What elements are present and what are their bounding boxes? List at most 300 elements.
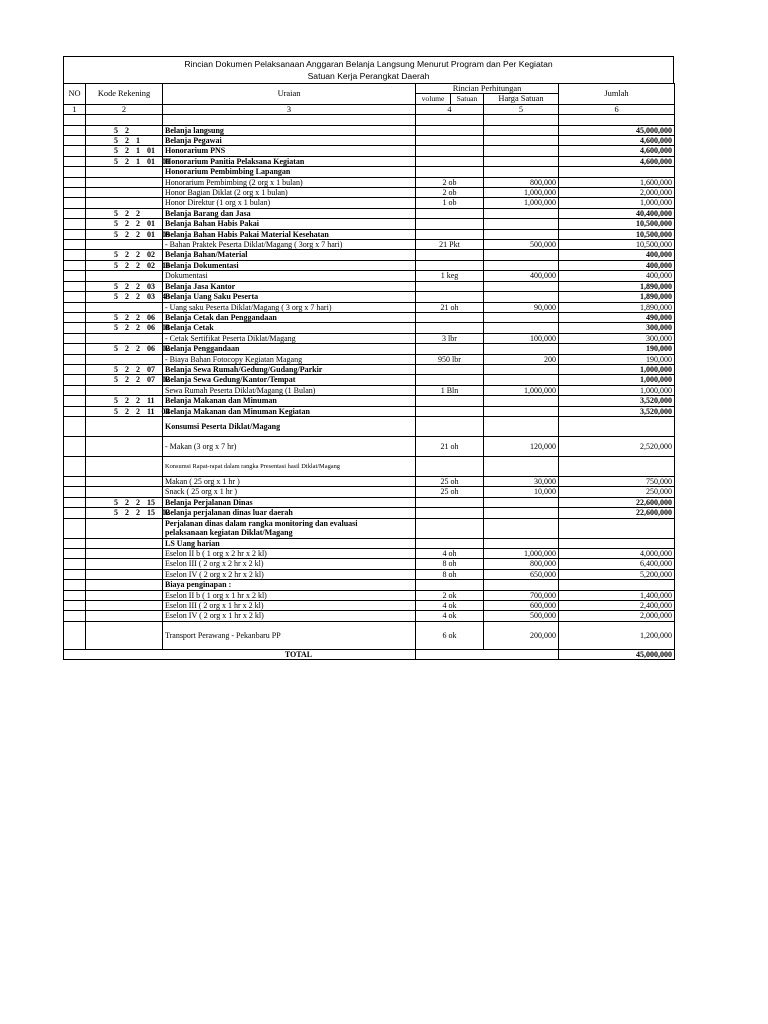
table-row — [64, 538, 675, 548]
row-no — [64, 580, 86, 590]
row-kode: 5 2 — [86, 125, 163, 135]
row-no — [64, 292, 86, 302]
row-harga — [484, 580, 559, 590]
row-volume — [416, 115, 484, 125]
row-uraian: Honorarium Panitia Pelaksana Kegiatan — [163, 156, 416, 166]
row-kode — [86, 271, 163, 281]
row-volume — [416, 416, 484, 436]
row-kode — [86, 354, 163, 364]
row-harga: 600,000 — [484, 601, 559, 611]
row-jumlah: 22,600,000 — [559, 497, 675, 507]
row-uraian: Belanja Bahan Habis Pakai — [163, 219, 416, 229]
row-volume — [416, 580, 484, 590]
row-no — [64, 538, 86, 548]
table-row — [64, 406, 675, 416]
row-no — [64, 136, 86, 146]
col-number-1: 1 — [64, 104, 86, 114]
row-jumlah: 1,600,000 — [559, 177, 675, 187]
row-uraian: Belanja langsung — [163, 125, 416, 135]
row-kode: 5 2 2 02 10 — [86, 260, 163, 270]
row-no — [64, 375, 86, 385]
row-uraian: Konsumsi Rapat-rapat dalam rangka Presentasi hasil Diklat/Magang — [163, 456, 416, 476]
row-no — [64, 167, 86, 177]
row-no — [64, 240, 86, 250]
row-no — [64, 250, 86, 260]
row-volume — [416, 281, 484, 291]
row-kode — [86, 487, 163, 497]
row-no — [64, 354, 86, 364]
row-jumlah: 10,500,000 — [559, 229, 675, 239]
row-harga: 100,000 — [484, 333, 559, 343]
row-uraian — [163, 115, 416, 125]
row-volume — [416, 323, 484, 333]
table-row — [64, 302, 675, 312]
row-harga — [484, 219, 559, 229]
table-row — [64, 177, 675, 187]
row-uraian: Belanja Makanan dan Minuman — [163, 396, 416, 406]
table-row — [64, 271, 675, 281]
col-number-4: 4 — [416, 104, 484, 114]
row-harga — [484, 416, 559, 436]
row-harga: 10,000 — [484, 487, 559, 497]
row-harga — [484, 508, 559, 518]
row-harga: 800,000 — [484, 559, 559, 569]
table-row — [64, 508, 675, 518]
row-no — [64, 333, 86, 343]
table-row — [64, 497, 675, 507]
row-kode: 5 2 2 01 — [86, 219, 163, 229]
table-row — [64, 375, 675, 385]
row-kode — [86, 167, 163, 177]
row-jumlah — [559, 115, 675, 125]
row-no — [64, 549, 86, 559]
row-kode: 5 2 2 15 02 — [86, 508, 163, 518]
row-no — [64, 396, 86, 406]
row-volume: 950 lbr — [416, 354, 484, 364]
row-no — [64, 198, 86, 208]
row-no — [64, 156, 86, 166]
row-harga: 800,000 — [484, 177, 559, 187]
table-row — [64, 569, 675, 579]
row-harga: 500,000 — [484, 240, 559, 250]
row-no — [64, 601, 86, 611]
row-kode: 5 2 2 02 — [86, 250, 163, 260]
row-volume: 25 oh — [416, 476, 484, 486]
row-volume: 8 oh — [416, 559, 484, 569]
header-volume: volume — [416, 94, 451, 104]
row-uraian: Belanja perjalanan dinas luar daerah — [163, 508, 416, 518]
row-harga — [484, 146, 559, 156]
row-volume: 21 oh — [416, 302, 484, 312]
row-no — [64, 436, 86, 456]
row-jumlah — [559, 538, 675, 548]
row-kode: 5 2 2 07 — [86, 364, 163, 374]
row-harga — [484, 312, 559, 322]
row-no — [64, 590, 86, 600]
row-harga — [484, 250, 559, 260]
table-row — [64, 364, 675, 374]
header-no: NO — [64, 84, 86, 105]
row-uraian: - Bahan Praktek Peserta Diklat/Magang ( 3org x 7 hari) — [163, 240, 416, 250]
row-no — [64, 188, 86, 198]
row-no — [64, 312, 86, 322]
header-satuan: Satuan — [451, 94, 484, 104]
row-volume: 1 Bln — [416, 385, 484, 395]
row-jumlah: 3,520,000 — [559, 406, 675, 416]
row-harga: 1,000,000 — [484, 188, 559, 198]
row-harga — [484, 167, 559, 177]
table-row — [64, 156, 675, 166]
row-kode — [86, 198, 163, 208]
row-volume: 1 ob — [416, 198, 484, 208]
header-uraian: Uraian — [163, 84, 416, 105]
row-volume — [416, 312, 484, 322]
row-jumlah: 1,200,000 — [559, 621, 675, 649]
row-no — [64, 115, 86, 125]
row-no — [64, 508, 86, 518]
row-kode: 5 2 2 15 — [86, 497, 163, 507]
row-no — [64, 146, 86, 156]
row-uraian: Eselon II b ( 1 org x 2 hr x 2 kl) — [163, 549, 416, 559]
row-harga — [484, 364, 559, 374]
row-jumlah — [559, 518, 675, 538]
header-harga-satuan: Harga Satuan — [484, 94, 559, 104]
table-row — [64, 312, 675, 322]
row-jumlah: 1,000,000 — [559, 364, 675, 374]
row-jumlah: 1,000,000 — [559, 385, 675, 395]
row-volume — [416, 136, 484, 146]
row-kode: 5 2 2 03 43 — [86, 292, 163, 302]
row-jumlah: 4,600,000 — [559, 136, 675, 146]
row-harga: 1,000,000 — [484, 385, 559, 395]
table-row — [64, 416, 675, 436]
perjalanan-description-line-1: Perjalanan dinas dalam rangka monitoring dan evaluasi — [165, 518, 358, 528]
row-volume: 25 oh — [416, 487, 484, 497]
row-uraian: Dokumentasi — [163, 271, 416, 281]
row-jumlah: 1,890,000 — [559, 302, 675, 312]
table-row — [64, 487, 675, 497]
row-uraian: - Cetak Sertifikat Peserta Diklat/Magang — [163, 333, 416, 343]
row-jumlah: 1,000,000 — [559, 375, 675, 385]
table-row — [64, 354, 675, 364]
row-no — [64, 487, 86, 497]
row-volume — [416, 146, 484, 156]
row-kode — [86, 177, 163, 187]
row-jumlah: 1,400,000 — [559, 590, 675, 600]
table-row — [64, 559, 675, 569]
row-kode: 5 2 2 01 09 — [86, 229, 163, 239]
row-no — [64, 569, 86, 579]
row-uraian: Belanja Makanan dan Minuman Kegiatan — [163, 406, 416, 416]
row-no — [64, 323, 86, 333]
row-volume: 6 ok — [416, 621, 484, 649]
table-row — [64, 167, 675, 177]
col-number-6: 6 — [559, 104, 675, 114]
row-no — [64, 406, 86, 416]
budget-sheet — [63, 56, 674, 660]
row-harga — [484, 229, 559, 239]
row-uraian: Biaya penginapan : — [163, 580, 416, 590]
row-harga: 200 — [484, 354, 559, 364]
table-row — [64, 333, 675, 343]
row-kode — [86, 569, 163, 579]
row-harga: 650,000 — [484, 569, 559, 579]
row-uraian — [163, 518, 416, 538]
row-uraian: Snack ( 25 org x 1 hr ) — [163, 487, 416, 497]
row-volume — [416, 456, 484, 476]
row-uraian: Makan ( 25 org x 1 hr ) — [163, 476, 416, 486]
row-kode: 5 2 2 06 02 — [86, 344, 163, 354]
row-jumlah — [559, 416, 675, 436]
table-row — [64, 323, 675, 333]
row-volume: 1 keg — [416, 271, 484, 281]
row-uraian: Eselon III ( 2 org x 1 hr x 2 kl) — [163, 601, 416, 611]
row-jumlah: 250,000 — [559, 487, 675, 497]
total-spacer — [416, 649, 559, 659]
col-number-2: 2 — [86, 104, 163, 114]
row-uraian: Belanja Bahan Habis Pakai Material Kesehatan — [163, 229, 416, 239]
table-row — [64, 590, 675, 600]
row-no — [64, 385, 86, 395]
row-harga — [484, 115, 559, 125]
table-row — [64, 125, 675, 135]
row-jumlah: 2,400,000 — [559, 601, 675, 611]
row-uraian: - Biaya Bahan Fotocopy Kegiatan Magang — [163, 354, 416, 364]
row-volume — [416, 518, 484, 538]
row-harga — [484, 518, 559, 538]
table-row — [64, 240, 675, 250]
row-uraian: Honorarium Pembimbing (2 org x 1 bulan) — [163, 177, 416, 187]
table-row — [64, 518, 675, 538]
row-harga — [484, 396, 559, 406]
row-harga — [484, 456, 559, 476]
row-no — [64, 518, 86, 538]
row-harga: 500,000 — [484, 611, 559, 621]
table-row — [64, 208, 675, 218]
table-row — [64, 281, 675, 291]
row-jumlah: 490,000 — [559, 312, 675, 322]
row-uraian: Belanja Dokumentasi — [163, 260, 416, 270]
table-row — [64, 436, 675, 456]
row-jumlah: 10,500,000 — [559, 219, 675, 229]
row-uraian: Belanja Pegawai — [163, 136, 416, 146]
row-volume — [416, 364, 484, 374]
row-jumlah: 1,890,000 — [559, 281, 675, 291]
row-volume: 21 oh — [416, 436, 484, 456]
row-no — [64, 302, 86, 312]
row-jumlah: 45,000,000 — [559, 125, 675, 135]
row-kode — [86, 611, 163, 621]
row-kode: 5 2 2 — [86, 208, 163, 218]
row-kode: 5 2 2 06 01 — [86, 323, 163, 333]
row-uraian: Eselon IV ( 2 org x 1 hr x 2 kl) — [163, 611, 416, 621]
row-harga — [484, 260, 559, 270]
row-harga: 30,000 — [484, 476, 559, 486]
table-row — [64, 292, 675, 302]
row-volume — [416, 292, 484, 302]
col-number-5: 5 — [484, 104, 559, 114]
row-uraian: - Makan (3 org x 7 hr) — [163, 436, 416, 456]
row-kode: 5 2 1 — [86, 136, 163, 146]
row-kode — [86, 240, 163, 250]
row-volume — [416, 260, 484, 270]
table-row — [64, 456, 675, 476]
row-volume — [416, 375, 484, 385]
row-volume — [416, 125, 484, 135]
row-uraian: Belanja Perjalanan Dinas — [163, 497, 416, 507]
row-volume: 3 lbr — [416, 333, 484, 343]
table-row — [64, 260, 675, 270]
row-kode — [86, 549, 163, 559]
row-uraian: Belanja Bahan/Material — [163, 250, 416, 260]
row-harga: 200,000 — [484, 621, 559, 649]
row-volume: 2 ob — [416, 177, 484, 187]
row-harga: 1,000,000 — [484, 198, 559, 208]
table-row — [64, 601, 675, 611]
row-kode: 5 2 2 03 — [86, 281, 163, 291]
row-uraian: Belanja Cetak dan Penggandaan — [163, 312, 416, 322]
row-volume — [416, 229, 484, 239]
row-no — [64, 177, 86, 187]
row-harga: 1,000,000 — [484, 549, 559, 559]
row-uraian: LS Uang harian — [163, 538, 416, 548]
table-row — [64, 344, 675, 354]
row-jumlah: 10,500,000 — [559, 240, 675, 250]
row-no — [64, 344, 86, 354]
row-jumlah — [559, 456, 675, 476]
row-kode: 5 2 1 01 — [86, 146, 163, 156]
row-volume — [416, 156, 484, 166]
row-uraian: Transport Perawang - Pekanbaru PP — [163, 621, 416, 649]
row-kode — [86, 559, 163, 569]
row-volume — [416, 396, 484, 406]
row-jumlah: 2,000,000 — [559, 188, 675, 198]
row-no — [64, 219, 86, 229]
row-kode — [86, 518, 163, 538]
row-kode — [86, 621, 163, 649]
table-row — [64, 198, 675, 208]
row-uraian: Eselon IV ( 2 org x 2 hr x 2 kl) — [163, 569, 416, 579]
row-uraian: Honorarium Pembimbing Lapangan — [163, 167, 416, 177]
row-jumlah: 2,000,000 — [559, 611, 675, 621]
table-row — [64, 219, 675, 229]
row-kode: 5 2 2 11 04 — [86, 406, 163, 416]
table-row — [64, 396, 675, 406]
row-volume — [416, 208, 484, 218]
row-jumlah: 400,000 — [559, 250, 675, 260]
row-jumlah: 1,000,000 — [559, 198, 675, 208]
table-row — [64, 250, 675, 260]
row-jumlah: 3,520,000 — [559, 396, 675, 406]
row-kode: 5 2 2 07 02 — [86, 375, 163, 385]
header-jumlah: Jumlah — [559, 84, 675, 105]
row-jumlah: 400,000 — [559, 260, 675, 270]
row-harga — [484, 292, 559, 302]
row-no — [64, 271, 86, 281]
table-row — [64, 611, 675, 621]
row-uraian: Belanja Barang dan Jasa — [163, 208, 416, 218]
header-kode-rekening: Kode Rekening — [86, 84, 163, 105]
row-kode — [86, 302, 163, 312]
row-jumlah: 6,400,000 — [559, 559, 675, 569]
row-harga — [484, 281, 559, 291]
row-jumlah: 1,890,000 — [559, 292, 675, 302]
row-jumlah: 5,200,000 — [559, 569, 675, 579]
row-volume: 4 oh — [416, 549, 484, 559]
row-uraian: Honor Direktur (1 org x 1 bulan) — [163, 198, 416, 208]
row-jumlah: 4,000,000 — [559, 549, 675, 559]
row-jumlah: 40,400,000 — [559, 208, 675, 218]
row-kode: 5 2 2 06 — [86, 312, 163, 322]
row-kode — [86, 436, 163, 456]
row-volume: 21 Pkt — [416, 240, 484, 250]
row-harga — [484, 136, 559, 146]
row-no — [64, 260, 86, 270]
budget-table — [63, 83, 675, 660]
row-volume — [416, 406, 484, 416]
row-jumlah: 22,600,000 — [559, 508, 675, 518]
row-jumlah: 190,000 — [559, 344, 675, 354]
row-kode — [86, 115, 163, 125]
row-no — [64, 416, 86, 436]
row-uraian: Honor Bagian Diklat (2 org x 1 bulan) — [163, 188, 416, 198]
header-rincian: Rincian Perhitungan — [416, 84, 559, 94]
row-harga — [484, 497, 559, 507]
row-uraian: Belanja Penggandaan — [163, 344, 416, 354]
row-jumlah: 300,000 — [559, 333, 675, 343]
row-jumlah: 400,000 — [559, 271, 675, 281]
row-uraian: Belanja Uang Saku Peserta — [163, 292, 416, 302]
row-kode — [86, 188, 163, 198]
row-no — [64, 497, 86, 507]
table-row — [64, 385, 675, 395]
row-harga — [484, 323, 559, 333]
row-kode — [86, 456, 163, 476]
row-jumlah: 300,000 — [559, 323, 675, 333]
row-no — [64, 621, 86, 649]
row-kode — [86, 476, 163, 486]
row-harga — [484, 156, 559, 166]
row-uraian: Eselon III ( 2 org x 2 hr x 2 kl) — [163, 559, 416, 569]
row-jumlah: 750,000 — [559, 476, 675, 486]
row-volume: 2 ok — [416, 590, 484, 600]
table-row — [64, 146, 675, 156]
table-row — [64, 580, 675, 590]
row-volume — [416, 344, 484, 354]
row-kode — [86, 601, 163, 611]
row-no — [64, 125, 86, 135]
row-harga: 400,000 — [484, 271, 559, 281]
title-line-2: Satuan Kerja Perangkat Daerah — [307, 71, 430, 81]
row-kode — [86, 385, 163, 395]
row-volume — [416, 167, 484, 177]
row-no — [64, 364, 86, 374]
row-uraian: Eselon II b ( 1 org x 1 hr x 2 kl) — [163, 590, 416, 600]
row-harga — [484, 208, 559, 218]
row-kode: 5 2 2 11 — [86, 396, 163, 406]
row-kode — [86, 590, 163, 600]
table-row — [64, 229, 675, 239]
row-harga: 120,000 — [484, 436, 559, 456]
col-number-3: 3 — [163, 104, 416, 114]
row-kode — [86, 416, 163, 436]
table-row-transport — [64, 621, 675, 649]
total-value: 45,000,000 — [559, 649, 675, 659]
row-no — [64, 476, 86, 486]
title-line-1: Rincian Dokumen Pelaksanaan Anggaran Belanja Langsung Menurut Program dan Per Kegiatan — [184, 59, 553, 69]
row-uraian: Belanja Sewa Gedung/Kantor/Tempat — [163, 375, 416, 385]
document-title — [63, 56, 674, 83]
